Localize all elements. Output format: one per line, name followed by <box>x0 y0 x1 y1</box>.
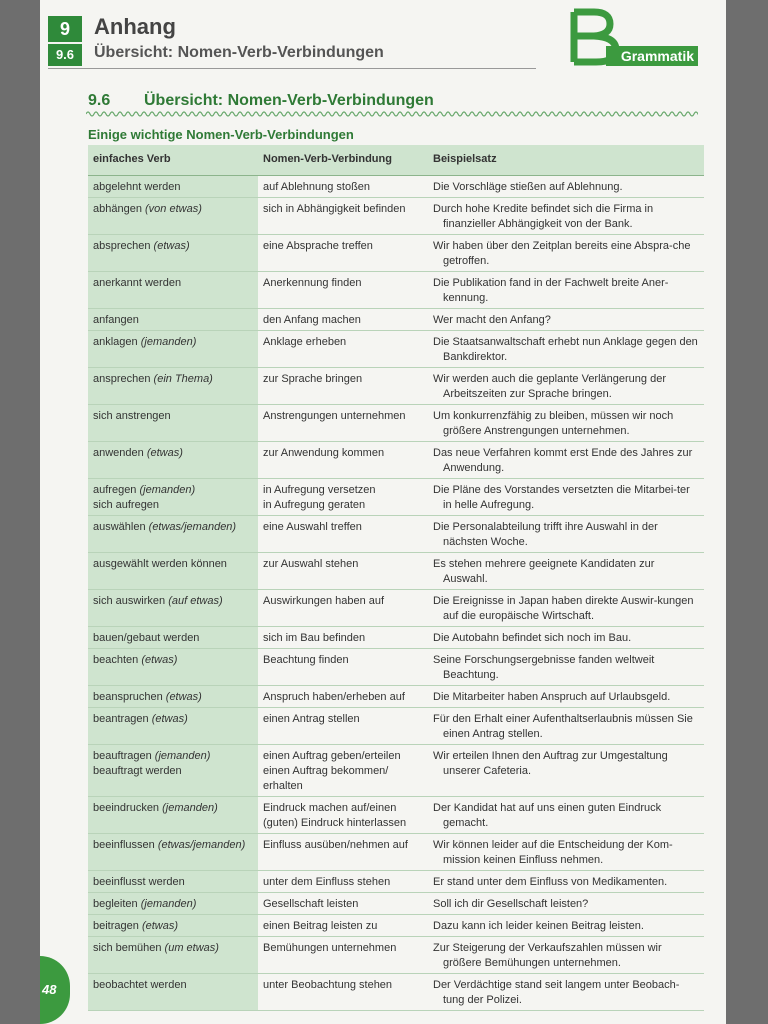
verb-text: anwenden <box>93 447 147 459</box>
cell-verb <box>88 198 258 234</box>
cell-nvv <box>258 516 428 552</box>
example-text: Die Ereignisse in Japan haben direkte Auswir-kungen auf die europäische Wirtschaft. <box>433 595 694 622</box>
nvv-text: einen Auftrag bekommen/ erhalten <box>263 765 389 792</box>
verb-line <box>93 919 253 934</box>
nvv-text: einen Antrag stellen <box>263 713 360 725</box>
verb-text: beeindrucken <box>93 802 163 814</box>
example-text: Die Autobahn befindet sich noch im Bau. <box>433 632 632 644</box>
example-text: Die Pläne des Vorstandes versetzten die Mitarbei-ter in helle Aufregung. <box>433 484 690 511</box>
table-row <box>88 871 704 893</box>
cell-nvv <box>258 708 428 744</box>
cell-verb <box>88 937 258 973</box>
table-row <box>88 649 704 686</box>
example-text: Wer macht den Anfang? <box>433 314 551 326</box>
verb-object: (von etwas) <box>145 203 202 215</box>
cell-example <box>428 871 704 892</box>
verb-text: sich auswirken <box>93 595 169 607</box>
example-text: Der Verdächtige stand seit langem unter Beobach-tung der Polizei. <box>433 979 680 1006</box>
verb-object: (etwas) <box>153 240 190 252</box>
verb-object: (etwas) <box>146 447 183 459</box>
cell-example <box>428 198 704 234</box>
verb-object: (etwas/jemanden) <box>157 839 246 851</box>
cell-nvv <box>258 479 428 515</box>
cell-example <box>428 516 704 552</box>
verb-line <box>93 897 253 912</box>
cell-example <box>428 915 704 936</box>
verb-text: sich bemühen <box>93 942 165 954</box>
cell-example <box>428 309 704 330</box>
verb-line <box>93 239 253 254</box>
table-row <box>88 686 704 708</box>
verb-object: (jemanden) <box>162 802 218 814</box>
table-row <box>88 834 704 871</box>
cell-example <box>428 368 704 404</box>
cell-verb <box>88 893 258 914</box>
cell-verb <box>88 686 258 707</box>
table-row <box>88 516 704 553</box>
nvv-text: in Aufregung versetzen <box>263 484 376 496</box>
verb-line <box>93 838 253 853</box>
verb-text: aufregen <box>93 484 140 496</box>
cell-nvv <box>258 442 428 478</box>
nvv-text: Gesellschaft leisten <box>263 898 359 910</box>
cell-nvv <box>258 649 428 685</box>
table-body <box>88 176 704 1011</box>
verb-text: beitragen <box>93 920 142 932</box>
cell-verb <box>88 708 258 744</box>
cell-example <box>428 272 704 308</box>
verb-text: sich aufregen <box>93 499 160 511</box>
grammatik-logo <box>566 14 698 70</box>
verb-line <box>93 653 253 668</box>
example-text: Wir erteilen Ihnen den Auftrag zur Umgestaltung unserer Cafeteria. <box>433 750 668 777</box>
verb-text: beachten <box>93 654 142 666</box>
cell-nvv <box>258 235 428 271</box>
verb-object: (auf etwas) <box>168 595 223 607</box>
nvv-text: eine Auswahl treffen <box>263 521 362 533</box>
cell-example <box>428 937 704 973</box>
example-text: Für den Erhalt einer Aufenthaltserlaubnis müssen Sie einen Antrag stellen. <box>433 713 693 740</box>
cell-verb <box>88 745 258 796</box>
verb-text: beantragen <box>93 713 152 725</box>
cell-example <box>428 331 704 367</box>
table-row <box>88 745 704 797</box>
verb-text: auswählen <box>93 521 149 533</box>
cell-nvv <box>258 368 428 404</box>
cell-example <box>428 797 704 833</box>
nvv-text: zur Sprache bringen <box>263 373 363 385</box>
example-text: Die Vorschläge stießen auf Ablehnung. <box>433 181 623 193</box>
verb-line <box>93 276 253 291</box>
cell-verb <box>88 627 258 648</box>
cell-nvv <box>258 974 428 1010</box>
cell-verb <box>88 797 258 833</box>
cell-verb <box>88 915 258 936</box>
nvv-text: in Aufregung geraten <box>263 499 366 511</box>
table-row <box>88 893 704 915</box>
cell-example <box>428 442 704 478</box>
example-text: Die Personalabteilung trifft ihre Auswahl in der nächsten Woche. <box>433 521 658 548</box>
table-row <box>88 974 704 1011</box>
cell-example <box>428 745 704 796</box>
cell-nvv <box>258 627 428 648</box>
cell-example <box>428 893 704 914</box>
table-row <box>88 272 704 309</box>
cell-verb <box>88 442 258 478</box>
verb-text: begleiten <box>93 898 141 910</box>
verb-object: (etwas) <box>141 920 178 932</box>
verb-text: ansprechen <box>93 373 154 385</box>
verb-line <box>93 801 253 816</box>
cell-nvv <box>258 198 428 234</box>
cell-nvv <box>258 937 428 973</box>
verb-line <box>93 557 253 572</box>
verb-object: (etwas) <box>151 713 188 725</box>
nvv-text: Anerkennung finden <box>263 277 362 289</box>
table-row <box>88 915 704 937</box>
nvv-text: einen Beitrag leisten zu <box>263 920 378 932</box>
verb-object: (jemanden) <box>154 750 211 762</box>
example-text: Wir haben über den Zeitplan bereits eine Abspra-che getroffen. <box>433 240 691 267</box>
cell-nvv <box>258 272 428 308</box>
cell-verb <box>88 974 258 1010</box>
nvv-text: Anklage erheben <box>263 336 347 348</box>
cell-verb <box>88 368 258 404</box>
verb-text: abgelehnt werden <box>93 181 181 193</box>
nvv-text: Anspruch haben/erheben auf <box>263 691 405 703</box>
cell-verb <box>88 834 258 870</box>
table-header-row <box>88 145 704 176</box>
nvv-text: unter Beobachtung stehen <box>263 979 393 991</box>
cell-verb <box>88 553 258 589</box>
verb-object: (jemanden) <box>140 898 197 910</box>
cell-verb <box>88 235 258 271</box>
example-text: Es stehen mehrere geeignete Kandidaten zur Auswahl. <box>433 558 655 585</box>
example-text: Zur Steigerung der Verkaufszahlen müssen wir größere Bemühungen unternehmen. <box>433 942 662 969</box>
cell-example <box>428 627 704 648</box>
nvv-text: Einfluss ausüben/nehmen auf <box>263 839 408 851</box>
nvv-text: Eindruck machen auf/einen (guten) Eindruck hinterlassen <box>263 802 407 829</box>
cell-example <box>428 686 704 707</box>
table-row <box>88 708 704 745</box>
table-row <box>88 627 704 649</box>
verb-line <box>93 498 253 513</box>
page-number: 48 <box>42 982 57 997</box>
example-text: Die Mitarbeiter haben Anspruch auf Urlaubsgeld. <box>433 691 671 703</box>
verb-line <box>93 875 253 890</box>
page-header <box>48 14 698 70</box>
cell-example <box>428 479 704 515</box>
example-text: Wir werden auch die geplante Verlängerung der Arbeitszeiten zur Sprache bringen. <box>433 373 666 400</box>
cell-verb <box>88 405 258 441</box>
table-row <box>88 442 704 479</box>
cell-nvv <box>258 309 428 330</box>
table-row <box>88 331 704 368</box>
nvv-text: eine Absprache treffen <box>263 240 373 252</box>
verb-text: beanspruchen <box>93 691 166 703</box>
nvv-text: unter dem Einfluss stehen <box>263 876 391 888</box>
cell-verb <box>88 590 258 626</box>
column-header-verb: einfaches Verb <box>93 153 171 165</box>
header-section-title: Übersicht: Nomen-Verb-Verbindungen <box>94 44 384 61</box>
verb-text: anfangen <box>93 314 139 326</box>
cell-example <box>428 834 704 870</box>
column-header-example: Beispielsatz <box>433 153 497 165</box>
wavy-divider <box>86 110 698 118</box>
grammatik-label: Grammatik <box>606 46 698 66</box>
verb-line <box>93 202 253 217</box>
verb-line <box>93 941 253 956</box>
verb-text: anklagen <box>93 336 141 348</box>
cell-example <box>428 235 704 271</box>
section-heading <box>88 92 434 110</box>
cell-nvv <box>258 176 428 197</box>
table-row <box>88 309 704 331</box>
cell-example <box>428 649 704 685</box>
table-row <box>88 590 704 627</box>
header-divider <box>48 68 536 69</box>
section-number-badge: 9.6 <box>48 44 82 66</box>
example-text: Die Publikation fand in der Fachwelt breite Aner-kennung. <box>433 277 669 304</box>
nvv-text: zur Auswahl stehen <box>263 558 359 570</box>
verb-text: beauftragt werden <box>93 765 182 777</box>
cell-nvv <box>258 553 428 589</box>
table-row <box>88 235 704 272</box>
table-row <box>88 368 704 405</box>
verb-text: beobachtet werden <box>93 979 187 991</box>
table-row <box>88 937 704 974</box>
chapter-number: 9 <box>48 16 82 42</box>
verb-object: (etwas) <box>165 691 202 703</box>
verb-object: (etwas) <box>141 654 178 666</box>
example-text: Dazu kann ich leider keinen Beitrag leisten. <box>433 920 644 932</box>
cell-example <box>428 974 704 1010</box>
example-text: Durch hohe Kredite befindet sich die Firma in finanzieller Abhängigkeit von der Bank. <box>433 203 654 230</box>
verb-line <box>93 764 253 779</box>
example-text: Soll ich dir Gesellschaft leisten? <box>433 898 589 910</box>
cell-example <box>428 553 704 589</box>
verb-line <box>93 483 253 498</box>
table-row <box>88 479 704 516</box>
nvv-text: zur Anwendung kommen <box>263 447 385 459</box>
table-row <box>88 176 704 198</box>
cell-example <box>428 176 704 197</box>
verb-line <box>93 978 253 993</box>
verb-object: (etwas/jemanden) <box>148 521 237 533</box>
nvv-text: Anstrengungen unternehmen <box>263 410 406 422</box>
verb-text: beauftragen <box>93 750 155 762</box>
cell-example <box>428 590 704 626</box>
nvv-text: Bemühungen unternehmen <box>263 942 397 954</box>
verb-line <box>93 690 253 705</box>
verb-line <box>93 712 253 727</box>
verb-line <box>93 409 253 424</box>
column-header-nvv: Nomen-Verb-Verbindung <box>263 153 392 165</box>
nomen-verb-table <box>88 145 704 1011</box>
nvv-text: sich in Abhängigkeit befinden <box>263 203 406 215</box>
verb-text: sich anstrengen <box>93 410 171 422</box>
cell-verb <box>88 331 258 367</box>
verb-line <box>93 749 253 764</box>
example-text: Er stand unter dem Einfluss von Medikamenten. <box>433 876 668 888</box>
verb-text: bauen/gebaut werden <box>93 632 200 644</box>
table-row <box>88 553 704 590</box>
verb-object: (ein Thema) <box>153 373 213 385</box>
cell-nvv <box>258 745 428 796</box>
nvv-text: auf Ablehnung stoßen <box>263 181 371 193</box>
chapter-title: Anhang <box>94 14 176 39</box>
cell-nvv <box>258 893 428 914</box>
table-row <box>88 405 704 442</box>
verb-line <box>93 631 253 646</box>
verb-line <box>93 180 253 195</box>
nvv-text: sich im Bau befinden <box>263 632 366 644</box>
verb-line <box>93 520 253 535</box>
cell-nvv <box>258 797 428 833</box>
cell-nvv <box>258 686 428 707</box>
section-heading-number: 9.6 <box>88 92 111 109</box>
cell-verb <box>88 272 258 308</box>
cell-example <box>428 708 704 744</box>
cell-nvv <box>258 915 428 936</box>
verb-object: (jemanden) <box>139 484 196 496</box>
cell-verb <box>88 516 258 552</box>
cell-verb <box>88 479 258 515</box>
cell-nvv <box>258 590 428 626</box>
verb-line <box>93 594 253 609</box>
verb-text: anerkannt werden <box>93 277 182 289</box>
cell-nvv <box>258 331 428 367</box>
cell-example <box>428 405 704 441</box>
cell-nvv <box>258 871 428 892</box>
verb-text: absprechen <box>93 240 154 252</box>
example-text: Seine Forschungsergebnisse fanden weltweit Beachtung. <box>433 654 655 681</box>
nvv-text: Auswirkungen haben auf <box>263 595 385 607</box>
verb-text: beeinflussen <box>93 839 158 851</box>
example-text: Um konkurrenzfähig zu bleiben, müssen wir noch größere Anstrengungen unternehmen. <box>433 410 674 437</box>
cell-nvv <box>258 834 428 870</box>
example-text: Die Staatsanwaltschaft erhebt nun Anklage gegen den Bankdirektor. <box>433 336 698 363</box>
verb-line <box>93 335 253 350</box>
table-row <box>88 198 704 235</box>
table-title: Einige wichtige Nomen-Verb-Verbindungen <box>88 127 354 142</box>
cell-verb <box>88 176 258 197</box>
verb-object: (um etwas) <box>164 942 219 954</box>
verb-line <box>93 372 253 387</box>
example-text: Wir können leider auf die Entscheidung der Kom-mission keinen Einfluss nehmen. <box>433 839 673 866</box>
verb-object: (jemanden) <box>140 336 197 348</box>
verb-text: abhängen <box>93 203 145 215</box>
cell-verb <box>88 871 258 892</box>
section-heading-title: Übersicht: Nomen-Verb-Verbindungen <box>144 92 434 109</box>
cell-verb <box>88 649 258 685</box>
verb-line <box>93 313 253 328</box>
nvv-text: einen Auftrag geben/erteilen <box>263 750 401 762</box>
example-text: Das neue Verfahren kommt erst Ende des Jahres zur Anwendung. <box>433 447 693 474</box>
nvv-text: Beachtung finden <box>263 654 349 666</box>
verb-line <box>93 446 253 461</box>
example-text: Der Kandidat hat auf uns einen guten Eindruck gemacht. <box>433 802 662 829</box>
nvv-text: den Anfang machen <box>263 314 361 326</box>
verb-text: ausgewählt werden können <box>93 558 227 570</box>
verb-text: beeinflusst werden <box>93 876 185 888</box>
table-row <box>88 797 704 834</box>
cell-verb <box>88 309 258 330</box>
cell-nvv <box>258 405 428 441</box>
